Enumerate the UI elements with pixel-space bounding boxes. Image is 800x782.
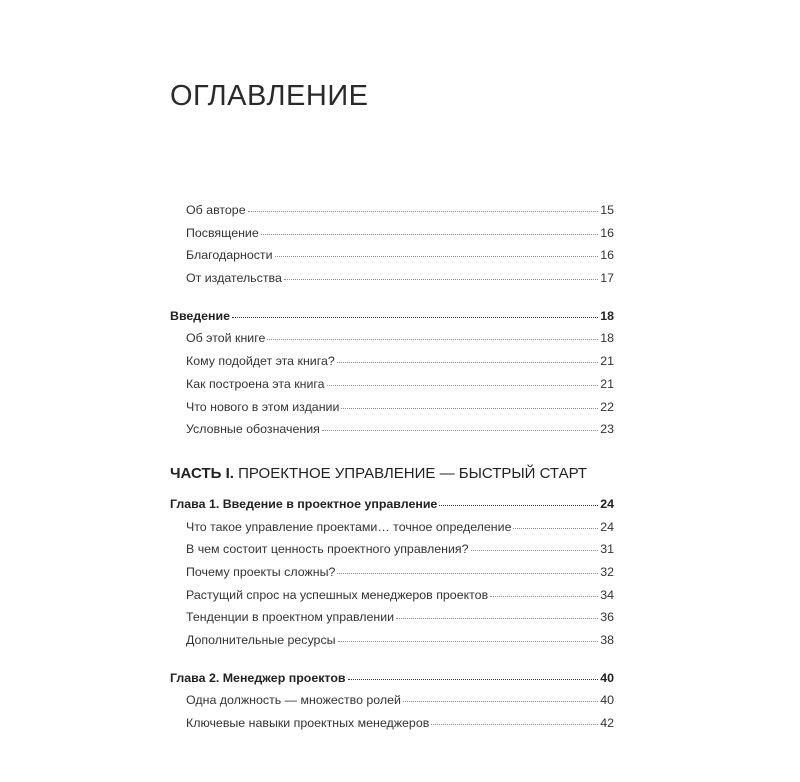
toc-entry-title: Об этой книге <box>186 331 266 346</box>
toc-entry-title: Условные обозначения <box>186 422 320 437</box>
dot-leader <box>513 527 598 529</box>
toc-entry-intro-2[interactable] <box>170 373 614 396</box>
toc-entry-title: Благодарности <box>186 248 273 263</box>
toc-entry-page: 21 <box>600 376 614 391</box>
dot-leader <box>396 617 598 619</box>
dot-leader <box>232 316 598 318</box>
toc-entry-ch2-1[interactable] <box>170 712 614 735</box>
section-gap <box>170 290 614 305</box>
toc-entry-title: Что нового в этом издании <box>186 399 340 414</box>
toc-entry-title: Одна должность — множество ролей <box>186 693 401 708</box>
dot-leader <box>337 572 598 574</box>
toc-entry-front-3[interactable] <box>170 267 614 290</box>
dot-leader <box>431 723 598 725</box>
toc-entry-ch1-3[interactable] <box>170 584 614 607</box>
page-title: ОГЛАВЛЕНИЕ <box>170 80 369 112</box>
toc-heading-chapter-1[interactable] <box>170 493 614 516</box>
toc-entry-ch2-0[interactable] <box>170 689 614 712</box>
toc-heading-title: Глава 1. Введение в проектное управление <box>170 496 438 511</box>
dot-leader <box>322 429 598 431</box>
dot-leader <box>284 278 598 280</box>
toc-entry-page: 22 <box>600 399 614 414</box>
dot-leader <box>348 678 598 680</box>
part-name: ПРОЕКТНОЕ УПРАВЛЕНИЕ — БЫСТРЫЙ СТАРТ <box>238 464 588 482</box>
toc-entry-page: 16 <box>600 248 614 263</box>
toc-entry-page: 31 <box>600 542 614 557</box>
toc-entry-page: 36 <box>600 610 614 625</box>
toc-entry-title: От издательства <box>186 271 282 286</box>
dot-leader <box>275 255 598 257</box>
toc-entry-title: В чем состоит ценность проектного управления? <box>186 542 469 557</box>
part-title <box>170 462 614 486</box>
toc-entry-title: Дополнительные ресурсы <box>186 633 336 647</box>
toc-entry-intro-1[interactable] <box>170 350 614 373</box>
toc-entry-ch1-0[interactable] <box>170 516 614 539</box>
toc-entry-page: 42 <box>600 716 614 731</box>
toc-entry-page: 18 <box>600 331 614 346</box>
toc-entry-title: Как построена эта книга <box>186 376 325 391</box>
toc-entry-page: 38 <box>600 633 614 647</box>
toc-entry-page: 40 <box>600 693 614 708</box>
toc-entry-ch1-5[interactable] <box>170 629 614 652</box>
toc-entry-intro-0[interactable] <box>170 327 614 350</box>
toc-entry-ch1-4[interactable] <box>170 606 614 629</box>
dot-leader <box>439 504 598 506</box>
dot-leader <box>338 640 598 642</box>
toc-entry-title: Тенденции в проектном управлении <box>186 610 395 625</box>
toc-entry-front-2[interactable] <box>170 244 614 267</box>
toc-heading-page: 40 <box>600 670 614 685</box>
dot-leader <box>327 384 598 386</box>
toc-entry-title: Посвящение <box>186 225 259 240</box>
toc-entry-title: Почему проекты сложны? <box>186 564 336 579</box>
toc-heading-title: Глава 2. Менеджер проектов <box>170 670 346 685</box>
table-of-contents <box>170 199 614 735</box>
toc-entry-title: Ключевые навыки проектных менеджеров <box>186 716 430 731</box>
dot-leader <box>248 210 598 212</box>
toc-heading-intro[interactable] <box>170 305 614 328</box>
section-gap <box>170 441 614 462</box>
toc-entry-ch1-1[interactable] <box>170 538 614 561</box>
toc-entry-page: 15 <box>600 203 614 217</box>
toc-entry-title: Что такое управление проектами… точное определение <box>186 519 512 534</box>
part-label: ЧАСТЬ I. <box>170 464 234 482</box>
toc-entry-intro-3[interactable] <box>170 396 614 419</box>
toc-entry-page: 17 <box>600 271 614 286</box>
section-gap <box>170 652 614 667</box>
toc-heading-page: 18 <box>600 308 614 323</box>
toc-entry-title: Об авторе <box>186 203 246 217</box>
toc-entry-page: 23 <box>600 422 614 437</box>
toc-entry-front-0[interactable] <box>170 199 614 222</box>
dot-leader <box>261 233 598 235</box>
toc-entry-ch1-2[interactable] <box>170 561 614 584</box>
toc-entry-page: 34 <box>600 587 614 602</box>
toc-heading-title: Введение <box>170 308 231 323</box>
toc-entry-page: 24 <box>600 519 614 534</box>
dot-leader <box>471 549 599 551</box>
dot-leader <box>341 407 598 409</box>
toc-entry-front-1[interactable] <box>170 222 614 245</box>
toc-heading-chapter-2[interactable] <box>170 667 614 690</box>
dot-leader <box>267 338 598 340</box>
toc-entry-intro-4[interactable] <box>170 418 614 441</box>
toc-entry-page: 21 <box>600 354 614 369</box>
dot-leader <box>403 700 598 702</box>
toc-entry-title: Растущий спрос на успешных менеджеров проектов <box>186 587 489 602</box>
dot-leader <box>490 595 598 597</box>
toc-entry-page: 16 <box>600 225 614 240</box>
toc-heading-page: 24 <box>600 496 614 511</box>
dot-leader <box>337 361 598 363</box>
toc-entry-page: 32 <box>600 564 614 579</box>
toc-entry-title: Кому подойдет эта книга? <box>186 354 335 369</box>
